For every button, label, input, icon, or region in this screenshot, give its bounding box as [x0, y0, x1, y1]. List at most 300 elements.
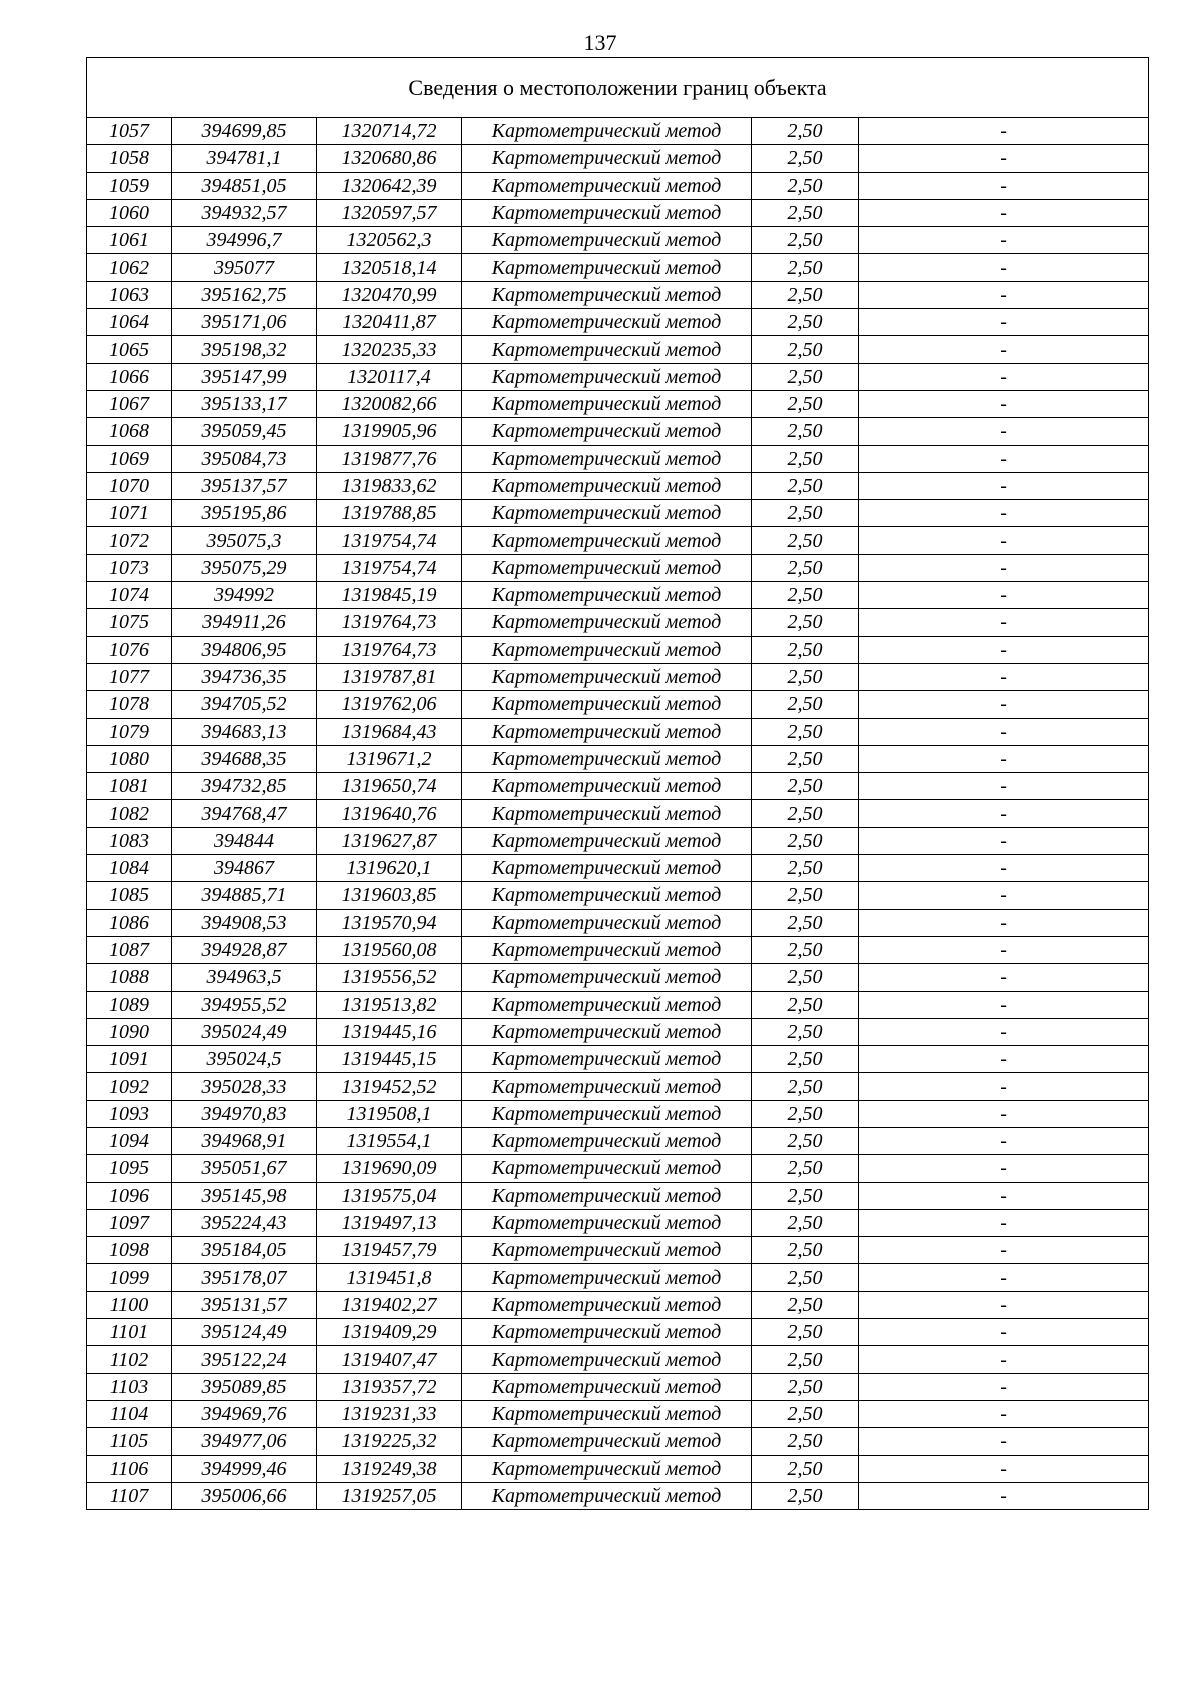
method-cell: Картометрический метод	[462, 991, 752, 1018]
description-cell: -	[859, 500, 1149, 527]
y-coordinate-cell: 1319570,94	[317, 909, 462, 936]
description-cell: -	[859, 145, 1149, 172]
description-cell: -	[859, 227, 1149, 254]
table-row	[87, 1455, 1149, 1482]
point-number-cell: 1072	[87, 527, 172, 554]
table-row	[87, 254, 1149, 281]
method-cell: Картометрический метод	[462, 718, 752, 745]
table-body	[87, 58, 1149, 1510]
point-number-cell: 1083	[87, 827, 172, 854]
table-row	[87, 172, 1149, 199]
x-coordinate-cell: 394781,1	[172, 145, 317, 172]
method-cell: Картометрический метод	[462, 418, 752, 445]
description-cell: -	[859, 1209, 1149, 1236]
y-coordinate-cell: 1320411,87	[317, 309, 462, 336]
table-row	[87, 582, 1149, 609]
table-row	[87, 418, 1149, 445]
description-cell: -	[859, 745, 1149, 772]
method-cell: Картометрический метод	[462, 663, 752, 690]
method-cell: Картометрический метод	[462, 1046, 752, 1073]
point-number-cell: 1088	[87, 964, 172, 991]
accuracy-cell: 2,50	[752, 745, 859, 772]
table-row	[87, 1319, 1149, 1346]
table-row	[87, 827, 1149, 854]
point-number-cell: 1079	[87, 718, 172, 745]
accuracy-cell: 2,50	[752, 800, 859, 827]
point-number-cell: 1058	[87, 145, 172, 172]
table-row	[87, 718, 1149, 745]
x-coordinate-cell: 394955,52	[172, 991, 317, 1018]
point-number-cell: 1093	[87, 1100, 172, 1127]
x-coordinate-cell: 395178,07	[172, 1264, 317, 1291]
accuracy-cell: 2,50	[752, 309, 859, 336]
accuracy-cell: 2,50	[752, 936, 859, 963]
table-row	[87, 1127, 1149, 1154]
method-cell: Картометрический метод	[462, 1100, 752, 1127]
description-cell: -	[859, 1400, 1149, 1427]
description-cell: -	[859, 472, 1149, 499]
y-coordinate-cell: 1319650,74	[317, 773, 462, 800]
method-cell: Картометрический метод	[462, 500, 752, 527]
accuracy-cell: 2,50	[752, 118, 859, 145]
y-coordinate-cell: 1319497,13	[317, 1209, 462, 1236]
table-row	[87, 336, 1149, 363]
method-cell: Картометрический метод	[462, 855, 752, 882]
point-number-cell: 1106	[87, 1455, 172, 1482]
accuracy-cell: 2,50	[752, 172, 859, 199]
y-coordinate-cell: 1319671,2	[317, 745, 462, 772]
y-coordinate-cell: 1319508,1	[317, 1100, 462, 1127]
table-row	[87, 1237, 1149, 1264]
table-row	[87, 663, 1149, 690]
point-number-cell: 1101	[87, 1319, 172, 1346]
y-coordinate-cell: 1319231,33	[317, 1400, 462, 1427]
point-number-cell: 1095	[87, 1155, 172, 1182]
y-coordinate-cell: 1319556,52	[317, 964, 462, 991]
method-cell: Картометрический метод	[462, 363, 752, 390]
y-coordinate-cell: 1319451,8	[317, 1264, 462, 1291]
point-number-cell: 1065	[87, 336, 172, 363]
point-number-cell: 1059	[87, 172, 172, 199]
x-coordinate-cell: 395171,06	[172, 309, 317, 336]
accuracy-cell: 2,50	[752, 1155, 859, 1182]
x-coordinate-cell: 395224,43	[172, 1209, 317, 1236]
point-number-cell: 1060	[87, 199, 172, 226]
method-cell: Картометрический метод	[462, 445, 752, 472]
x-coordinate-cell: 395024,5	[172, 1046, 317, 1073]
description-cell: -	[859, 609, 1149, 636]
table-row	[87, 390, 1149, 417]
y-coordinate-cell: 1319764,73	[317, 609, 462, 636]
point-number-cell: 1064	[87, 309, 172, 336]
accuracy-cell: 2,50	[752, 199, 859, 226]
accuracy-cell: 2,50	[752, 390, 859, 417]
table-row	[87, 199, 1149, 226]
accuracy-cell: 2,50	[752, 1209, 859, 1236]
x-coordinate-cell: 395184,05	[172, 1237, 317, 1264]
x-coordinate-cell: 394968,91	[172, 1127, 317, 1154]
accuracy-cell: 2,50	[752, 527, 859, 554]
accuracy-cell: 2,50	[752, 336, 859, 363]
description-cell: -	[859, 800, 1149, 827]
description-cell: -	[859, 663, 1149, 690]
table-row	[87, 500, 1149, 527]
accuracy-cell: 2,50	[752, 1482, 859, 1509]
description-cell: -	[859, 827, 1149, 854]
description-cell: -	[859, 1155, 1149, 1182]
point-number-cell: 1085	[87, 882, 172, 909]
y-coordinate-cell: 1319575,04	[317, 1182, 462, 1209]
accuracy-cell: 2,50	[752, 636, 859, 663]
description-cell: -	[859, 936, 1149, 963]
table-row	[87, 609, 1149, 636]
table-row	[87, 1182, 1149, 1209]
accuracy-cell: 2,50	[752, 1428, 859, 1455]
accuracy-cell: 2,50	[752, 1046, 859, 1073]
accuracy-cell: 2,50	[752, 1373, 859, 1400]
accuracy-cell: 2,50	[752, 363, 859, 390]
method-cell: Картометрический метод	[462, 254, 752, 281]
y-coordinate-cell: 1319407,47	[317, 1346, 462, 1373]
table-row	[87, 1209, 1149, 1236]
y-coordinate-cell: 1319620,1	[317, 855, 462, 882]
description-cell: -	[859, 991, 1149, 1018]
table-row	[87, 691, 1149, 718]
method-cell: Картометрический метод	[462, 199, 752, 226]
x-coordinate-cell: 395195,86	[172, 500, 317, 527]
description-cell: -	[859, 363, 1149, 390]
x-coordinate-cell: 394992	[172, 582, 317, 609]
description-cell: -	[859, 1319, 1149, 1346]
accuracy-cell: 2,50	[752, 1018, 859, 1045]
description-cell: -	[859, 1127, 1149, 1154]
y-coordinate-cell: 1319764,73	[317, 636, 462, 663]
table-row	[87, 1073, 1149, 1100]
method-cell: Картометрический метод	[462, 636, 752, 663]
accuracy-cell: 2,50	[752, 1182, 859, 1209]
table-row	[87, 1400, 1149, 1427]
accuracy-cell: 2,50	[752, 964, 859, 991]
method-cell: Картометрический метод	[462, 1237, 752, 1264]
table-row	[87, 145, 1149, 172]
y-coordinate-cell: 1320642,39	[317, 172, 462, 199]
method-cell: Картометрический метод	[462, 527, 752, 554]
table-row	[87, 1100, 1149, 1127]
point-number-cell: 1074	[87, 582, 172, 609]
accuracy-cell: 2,50	[752, 1073, 859, 1100]
table-row	[87, 909, 1149, 936]
description-cell: -	[859, 1455, 1149, 1482]
point-number-cell: 1061	[87, 227, 172, 254]
point-number-cell: 1071	[87, 500, 172, 527]
description-cell: -	[859, 582, 1149, 609]
description-cell: -	[859, 691, 1149, 718]
method-cell: Картометрический метод	[462, 936, 752, 963]
table-row	[87, 118, 1149, 145]
method-cell: Картометрический метод	[462, 1482, 752, 1509]
y-coordinate-cell: 1319762,06	[317, 691, 462, 718]
table-row	[87, 1482, 1149, 1509]
table-row	[87, 1291, 1149, 1318]
y-coordinate-cell: 1319603,85	[317, 882, 462, 909]
method-cell: Картометрический метод	[462, 281, 752, 308]
description-cell: -	[859, 1346, 1149, 1373]
accuracy-cell: 2,50	[752, 254, 859, 281]
accuracy-cell: 2,50	[752, 1264, 859, 1291]
point-number-cell: 1089	[87, 991, 172, 1018]
y-coordinate-cell: 1319788,85	[317, 500, 462, 527]
y-coordinate-cell: 1319640,76	[317, 800, 462, 827]
y-coordinate-cell: 1319754,74	[317, 527, 462, 554]
y-coordinate-cell: 1319845,19	[317, 582, 462, 609]
x-coordinate-cell: 394732,85	[172, 773, 317, 800]
table-row	[87, 855, 1149, 882]
method-cell: Картометрический метод	[462, 1346, 752, 1373]
accuracy-cell: 2,50	[752, 882, 859, 909]
x-coordinate-cell: 394911,26	[172, 609, 317, 636]
accuracy-cell: 2,50	[752, 1319, 859, 1346]
point-number-cell: 1077	[87, 663, 172, 690]
description-cell: -	[859, 882, 1149, 909]
point-number-cell: 1086	[87, 909, 172, 936]
point-number-cell: 1081	[87, 773, 172, 800]
y-coordinate-cell: 1319684,43	[317, 718, 462, 745]
point-number-cell: 1098	[87, 1237, 172, 1264]
x-coordinate-cell: 395084,73	[172, 445, 317, 472]
y-coordinate-cell: 1319445,16	[317, 1018, 462, 1045]
method-cell: Картометрический метод	[462, 1373, 752, 1400]
description-cell: -	[859, 1046, 1149, 1073]
accuracy-cell: 2,50	[752, 472, 859, 499]
point-number-cell: 1066	[87, 363, 172, 390]
table-row	[87, 445, 1149, 472]
point-number-cell: 1078	[87, 691, 172, 718]
x-coordinate-cell: 394969,76	[172, 1400, 317, 1427]
accuracy-cell: 2,50	[752, 1100, 859, 1127]
description-cell: -	[859, 199, 1149, 226]
point-number-cell: 1090	[87, 1018, 172, 1045]
method-cell: Картометрический метод	[462, 882, 752, 909]
page-number: 137	[583, 30, 617, 55]
y-coordinate-cell: 1319402,27	[317, 1291, 462, 1318]
y-coordinate-cell: 1320714,72	[317, 118, 462, 145]
accuracy-cell: 2,50	[752, 909, 859, 936]
x-coordinate-cell: 395147,99	[172, 363, 317, 390]
method-cell: Картометрический метод	[462, 773, 752, 800]
y-coordinate-cell: 1319409,29	[317, 1319, 462, 1346]
y-coordinate-cell: 1319787,81	[317, 663, 462, 690]
x-coordinate-cell: 394908,53	[172, 909, 317, 936]
x-coordinate-cell: 394867	[172, 855, 317, 882]
y-coordinate-cell: 1320470,99	[317, 281, 462, 308]
x-coordinate-cell: 395133,17	[172, 390, 317, 417]
method-cell: Картометрический метод	[462, 1018, 752, 1045]
point-number-cell: 1067	[87, 390, 172, 417]
method-cell: Картометрический метод	[462, 145, 752, 172]
table-row	[87, 991, 1149, 1018]
method-cell: Картометрический метод	[462, 827, 752, 854]
description-cell: -	[859, 418, 1149, 445]
point-number-cell: 1087	[87, 936, 172, 963]
x-coordinate-cell: 394932,57	[172, 199, 317, 226]
table-row	[87, 1155, 1149, 1182]
x-coordinate-cell: 394885,71	[172, 882, 317, 909]
x-coordinate-cell: 395124,49	[172, 1319, 317, 1346]
x-coordinate-cell: 395077	[172, 254, 317, 281]
point-number-cell: 1063	[87, 281, 172, 308]
x-coordinate-cell: 394806,95	[172, 636, 317, 663]
description-cell: -	[859, 773, 1149, 800]
point-number-cell: 1057	[87, 118, 172, 145]
y-coordinate-cell: 1320562,3	[317, 227, 462, 254]
table-row	[87, 773, 1149, 800]
y-coordinate-cell: 1319249,38	[317, 1455, 462, 1482]
table-row	[87, 1018, 1149, 1045]
y-coordinate-cell: 1320082,66	[317, 390, 462, 417]
accuracy-cell: 2,50	[752, 1291, 859, 1318]
description-cell: -	[859, 1291, 1149, 1318]
y-coordinate-cell: 1319257,05	[317, 1482, 462, 1509]
accuracy-cell: 2,50	[752, 691, 859, 718]
point-number-cell: 1107	[87, 1482, 172, 1509]
x-coordinate-cell: 394705,52	[172, 691, 317, 718]
method-cell: Картометрический метод	[462, 1264, 752, 1291]
method-cell: Картометрический метод	[462, 609, 752, 636]
accuracy-cell: 2,50	[752, 1237, 859, 1264]
method-cell: Картометрический метод	[462, 172, 752, 199]
point-number-cell: 1099	[87, 1264, 172, 1291]
method-cell: Картометрический метод	[462, 1428, 752, 1455]
table-row	[87, 745, 1149, 772]
table-row	[87, 936, 1149, 963]
description-cell: -	[859, 1373, 1149, 1400]
description-cell: -	[859, 118, 1149, 145]
boundary-table	[86, 57, 1149, 1510]
method-cell: Картометрический метод	[462, 1073, 752, 1100]
table-row	[87, 554, 1149, 581]
x-coordinate-cell: 395051,67	[172, 1155, 317, 1182]
point-number-cell: 1103	[87, 1373, 172, 1400]
x-coordinate-cell: 394736,35	[172, 663, 317, 690]
point-number-cell: 1076	[87, 636, 172, 663]
method-cell: Картометрический метод	[462, 745, 752, 772]
point-number-cell: 1092	[87, 1073, 172, 1100]
accuracy-cell: 2,50	[752, 773, 859, 800]
x-coordinate-cell: 394851,05	[172, 172, 317, 199]
description-cell: -	[859, 636, 1149, 663]
point-number-cell: 1084	[87, 855, 172, 882]
x-coordinate-cell: 395024,49	[172, 1018, 317, 1045]
y-coordinate-cell: 1319905,96	[317, 418, 462, 445]
point-number-cell: 1104	[87, 1400, 172, 1427]
description-cell: -	[859, 254, 1149, 281]
y-coordinate-cell: 1319357,72	[317, 1373, 462, 1400]
accuracy-cell: 2,50	[752, 718, 859, 745]
x-coordinate-cell: 394996,7	[172, 227, 317, 254]
method-cell: Картометрический метод	[462, 1291, 752, 1318]
method-cell: Картометрический метод	[462, 1400, 752, 1427]
y-coordinate-cell: 1319690,09	[317, 1155, 462, 1182]
table-row	[87, 636, 1149, 663]
y-coordinate-cell: 1319627,87	[317, 827, 462, 854]
description-cell: -	[859, 964, 1149, 991]
table-row	[87, 472, 1149, 499]
table-row	[87, 1373, 1149, 1400]
method-cell: Картометрический метод	[462, 390, 752, 417]
point-number-cell: 1073	[87, 554, 172, 581]
description-cell: -	[859, 390, 1149, 417]
point-number-cell: 1080	[87, 745, 172, 772]
description-cell: -	[859, 909, 1149, 936]
description-cell: -	[859, 336, 1149, 363]
y-coordinate-cell: 1320117,4	[317, 363, 462, 390]
table-row	[87, 309, 1149, 336]
point-number-cell: 1097	[87, 1209, 172, 1236]
x-coordinate-cell: 394683,13	[172, 718, 317, 745]
x-coordinate-cell: 394928,87	[172, 936, 317, 963]
method-cell: Картометрический метод	[462, 1155, 752, 1182]
accuracy-cell: 2,50	[752, 855, 859, 882]
x-coordinate-cell: 394688,35	[172, 745, 317, 772]
x-coordinate-cell: 395162,75	[172, 281, 317, 308]
y-coordinate-cell: 1319754,74	[317, 554, 462, 581]
description-cell: -	[859, 281, 1149, 308]
method-cell: Картометрический метод	[462, 309, 752, 336]
method-cell: Картометрический метод	[462, 1209, 752, 1236]
accuracy-cell: 2,50	[752, 827, 859, 854]
description-cell: -	[859, 855, 1149, 882]
y-coordinate-cell: 1320680,86	[317, 145, 462, 172]
table-row	[87, 1428, 1149, 1455]
point-number-cell: 1069	[87, 445, 172, 472]
description-cell: -	[859, 527, 1149, 554]
accuracy-cell: 2,50	[752, 445, 859, 472]
method-cell: Картометрический метод	[462, 909, 752, 936]
y-coordinate-cell: 1319877,76	[317, 445, 462, 472]
description-cell: -	[859, 718, 1149, 745]
description-cell: -	[859, 1073, 1149, 1100]
method-cell: Картометрический метод	[462, 691, 752, 718]
description-cell: -	[859, 1237, 1149, 1264]
y-coordinate-cell: 1319560,08	[317, 936, 462, 963]
table-row	[87, 527, 1149, 554]
accuracy-cell: 2,50	[752, 145, 859, 172]
accuracy-cell: 2,50	[752, 227, 859, 254]
table-row	[87, 882, 1149, 909]
x-coordinate-cell: 395006,66	[172, 1482, 317, 1509]
method-cell: Картометрический метод	[462, 1182, 752, 1209]
accuracy-cell: 2,50	[752, 1127, 859, 1154]
x-coordinate-cell: 394768,47	[172, 800, 317, 827]
description-cell: -	[859, 1100, 1149, 1127]
table-row	[87, 800, 1149, 827]
point-number-cell: 1075	[87, 609, 172, 636]
table-row	[87, 1046, 1149, 1073]
table-title-row	[87, 58, 1149, 118]
point-number-cell: 1094	[87, 1127, 172, 1154]
method-cell: Картометрический метод	[462, 118, 752, 145]
y-coordinate-cell: 1319457,79	[317, 1237, 462, 1264]
table-row	[87, 227, 1149, 254]
accuracy-cell: 2,50	[752, 500, 859, 527]
method-cell: Картометрический метод	[462, 964, 752, 991]
x-coordinate-cell: 394970,83	[172, 1100, 317, 1127]
x-coordinate-cell: 395131,57	[172, 1291, 317, 1318]
method-cell: Картометрический метод	[462, 472, 752, 499]
x-coordinate-cell: 395145,98	[172, 1182, 317, 1209]
x-coordinate-cell: 395075,3	[172, 527, 317, 554]
description-cell: -	[859, 309, 1149, 336]
